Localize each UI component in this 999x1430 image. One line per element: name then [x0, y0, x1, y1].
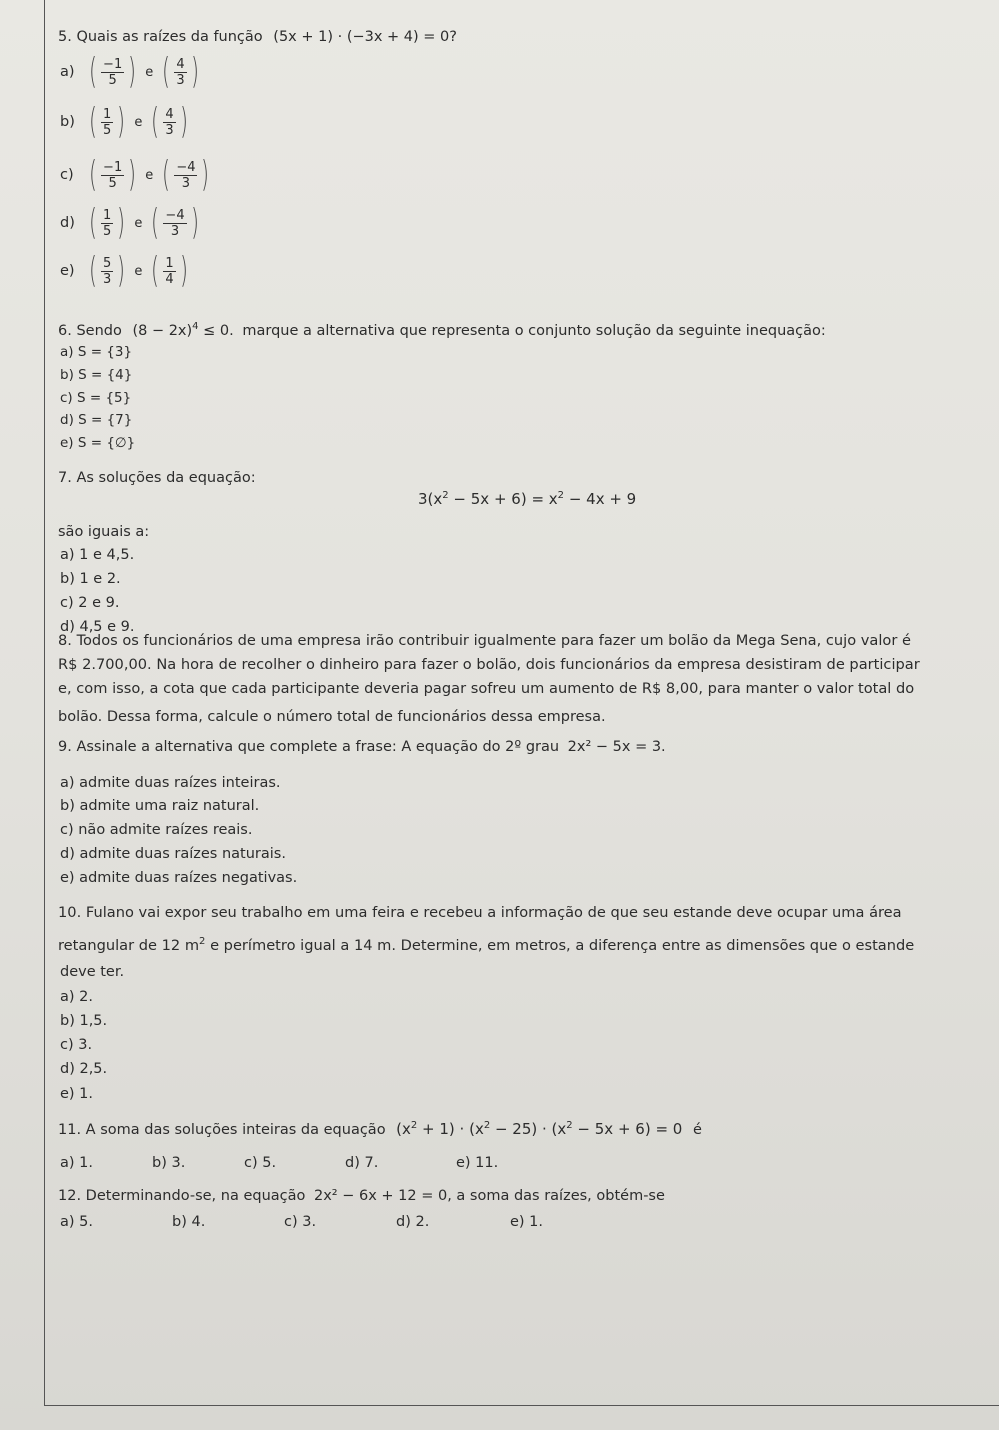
q11-option-e[interactable]: e) 11.	[456, 1155, 499, 1171]
q5-connector: e	[134, 114, 143, 130]
fraction	[101, 208, 113, 239]
numerator: −1	[103, 56, 123, 72]
denominator: 4	[165, 271, 174, 287]
q11-expression	[396, 1120, 682, 1138]
q5-fraction-2	[148, 202, 201, 243]
left-paren: (	[162, 154, 171, 195]
q9-option-d[interactable]: d) admite duas raízes naturais.	[60, 846, 286, 862]
q5-connector: e	[134, 263, 143, 279]
q6-expr-exp: 4	[192, 321, 199, 332]
q11-exp-2: 2	[483, 1120, 491, 1131]
q10-option-a[interactable]: a) 2.	[60, 989, 93, 1005]
q7-option-a[interactable]: a) 1 e 4,5.	[60, 547, 135, 563]
q5-fraction-2	[159, 154, 212, 195]
q7-eq-part-a: 3(x	[418, 490, 443, 508]
denominator: 5	[108, 72, 117, 88]
fraction	[163, 256, 175, 287]
right-paren: )	[117, 101, 126, 142]
denominator: 3	[165, 122, 174, 138]
q9-stem-text: 9. Assinale a alternativa que complete a frase: A equação do 2º grau	[58, 739, 560, 755]
denominator: 5	[103, 122, 112, 138]
q11-exp-3: 2	[566, 1120, 573, 1131]
numerator: 1	[165, 255, 174, 271]
right-paren: )	[128, 51, 137, 92]
q11-stem	[58, 1117, 702, 1139]
numerator: 1	[103, 207, 112, 223]
q9-option-e[interactable]: e) admite duas raízes negativas.	[60, 870, 298, 886]
q6-stem	[58, 318, 826, 340]
q6-option-c[interactable]: c) S = {5}	[60, 390, 132, 406]
q5-fraction-2	[148, 101, 190, 142]
q10-area-value: 12 m	[161, 936, 200, 954]
fraction	[163, 107, 175, 138]
q10-line-3: deve ter.	[60, 964, 125, 980]
q10-option-c[interactable]: c) 3.	[60, 1037, 93, 1053]
left-paren: (	[162, 51, 171, 92]
fraction	[101, 160, 124, 191]
q11-option-b[interactable]: b) 3.	[152, 1155, 186, 1171]
q7-option-b[interactable]: b) 1 e 2.	[60, 571, 121, 587]
right-paren: )	[117, 202, 126, 243]
q5-stem	[58, 28, 457, 46]
q7-option-c[interactable]: c) 2 e 9.	[60, 595, 120, 611]
fraction	[101, 57, 124, 88]
q10-area-exp: 2	[199, 936, 206, 947]
q6-option-a[interactable]: a) S = {3}	[60, 344, 133, 360]
q7-eq-exp-1: 2	[442, 490, 449, 501]
q5-connector: e	[134, 215, 143, 231]
q7-option-d[interactable]: d) 4,5 e 9.	[60, 619, 135, 635]
right-paren: )	[117, 250, 126, 291]
denominator: 3	[170, 223, 180, 239]
numerator: −4	[176, 159, 196, 175]
numerator: 4	[176, 56, 185, 72]
q5-option-c[interactable]	[60, 155, 213, 195]
q6-option-b[interactable]: b) S = {4}	[60, 367, 133, 383]
denominator: 5	[108, 175, 117, 191]
q5-option-b[interactable]	[60, 102, 191, 142]
q5-fraction-1	[86, 250, 128, 291]
q6-stem-text: 6. Sendo	[58, 322, 122, 339]
fraction	[101, 256, 113, 287]
q7-after: são iguais a:	[58, 524, 150, 540]
left-paren: (	[89, 250, 97, 291]
left-paren: (	[89, 154, 97, 195]
numerator: 5	[103, 255, 112, 271]
q5-option-a[interactable]	[60, 52, 202, 92]
q7-equation	[418, 487, 636, 508]
q5-option-label: b)	[60, 114, 75, 130]
q9-option-c[interactable]: c) não admite raízes reais.	[60, 822, 253, 838]
q11-expr-d: − 5x + 6) = 0	[572, 1120, 683, 1138]
q6-expr-base: (8 − 2x)	[132, 322, 193, 339]
q6-option-e[interactable]: e) S = {∅}	[60, 435, 136, 451]
right-paren: )	[179, 101, 188, 142]
left-paren: (	[89, 101, 97, 142]
numerator: 1	[103, 106, 112, 122]
q11-stem-text: 11. A soma das soluções inteiras da equação	[58, 1122, 386, 1138]
q12-stem	[58, 1187, 665, 1205]
denominator: 3	[103, 271, 112, 287]
fraction	[174, 57, 186, 88]
q12-stem-text: 12. Determinando-se, na equação	[58, 1188, 306, 1204]
q5-fraction-2	[148, 250, 190, 291]
right-paren: )	[201, 154, 210, 195]
q12-option-e[interactable]: e) 1.	[510, 1214, 544, 1230]
q10-line-1: 10. Fulano vai expor seu trabalho em uma feira e recebeu a informação de que seu estande deve ocupar uma área	[58, 904, 902, 921]
q9-option-a[interactable]: a) admite duas raízes inteiras.	[60, 775, 281, 791]
q6-expr-rest: ≤ 0.	[198, 322, 234, 339]
q5-fraction-1	[86, 101, 128, 142]
q5-option-label: e)	[60, 263, 75, 279]
q5-fraction-1	[86, 202, 128, 243]
q12-option-b[interactable]: b) 4.	[172, 1214, 206, 1230]
denominator: 3	[181, 175, 191, 191]
right-paren: )	[128, 154, 137, 195]
q5-stem-text: 5. Quais as raízes da função	[58, 29, 263, 45]
q5-option-label: a)	[60, 64, 75, 80]
q12-option-d[interactable]: d) 2.	[396, 1214, 430, 1230]
right-paren: )	[190, 51, 199, 92]
fraction	[101, 107, 113, 138]
numerator: 4	[165, 106, 174, 122]
q11-tail: é	[692, 1122, 702, 1138]
q7-stem: 7. As soluções da equação:	[58, 470, 256, 486]
q12-option-a[interactable]: a) 5.	[60, 1214, 93, 1230]
q5-connector: e	[145, 167, 154, 183]
q6-option-d[interactable]: d) S = {7}	[60, 412, 133, 428]
q12-equation: 2x² − 6x + 12 = 0,	[313, 1188, 452, 1204]
q11-expr-c: − 25) · (x	[490, 1120, 567, 1138]
q5-connector: e	[145, 64, 154, 80]
right-paren: )	[190, 202, 199, 243]
q10-line-2-d: Determine, em metros, a diferença entre as dimensões que o estande	[400, 936, 915, 954]
q11-exp-1: 2	[410, 1120, 418, 1131]
q5-expression: (5x + 1) · (−3x + 4) = 0?	[273, 29, 457, 45]
fraction	[163, 208, 186, 239]
q5-option-d[interactable]	[60, 203, 202, 243]
q10-line-2-a: retangular de	[58, 936, 157, 954]
q7-eq-exp-2: 2	[557, 490, 565, 501]
q5-fraction-1	[86, 154, 139, 195]
numerator: −1	[103, 159, 123, 175]
q5-fraction-1	[86, 51, 139, 92]
q5-option-label: c)	[60, 167, 74, 183]
q8-line-1: 8. Todos os funcionários de uma empresa irão contribuir igualmente para fazer um bolão da Mega Sena, cujo valor é	[58, 632, 911, 649]
q5-option-e[interactable]	[60, 251, 191, 291]
q8-line-3: e, com isso, a cota que cada participante deveria pagar sofreu um aumento de R$ 8,00, para manter o valor total do	[58, 680, 915, 697]
q12-option-c[interactable]: c) 3.	[284, 1214, 317, 1230]
q7-eq-part-c: − 4x + 9	[564, 490, 637, 508]
q10-line-2-b: e perímetro igual a	[210, 936, 350, 954]
q11-option-d[interactable]: d) 7.	[345, 1155, 379, 1171]
q8-line-2: R$ 2.700,00. Na hora de recolher o dinheiro para fazer o bolão, dois funcionários da empresa desistiram de participar	[58, 656, 920, 673]
left-paren: (	[151, 101, 160, 142]
q8-line-4: bolão. Dessa forma, calcule o número total de funcionários dessa empresa.	[58, 709, 606, 725]
denominator: 5	[103, 223, 112, 239]
q5-option-label: d)	[60, 215, 75, 231]
q11-expr-b: + 1) · (x	[417, 1120, 484, 1138]
q11-expr-a: (x	[396, 1120, 411, 1138]
fraction	[174, 160, 197, 191]
left-paren: (	[89, 202, 97, 243]
q10-area	[162, 937, 206, 954]
q6-stem-tail: marque a alternativa que representa o conjunto solução da seguinte inequação:	[242, 322, 826, 339]
denominator: 3	[176, 72, 185, 88]
q10-line-2	[58, 933, 914, 955]
q10-option-e[interactable]: e) 1.	[60, 1086, 94, 1102]
q10-option-d[interactable]: d) 2,5.	[60, 1061, 108, 1077]
left-paren: (	[151, 250, 160, 291]
q5-fraction-2	[159, 51, 201, 92]
q9-stem	[58, 738, 666, 756]
q6-expression	[132, 323, 233, 339]
q11-option-c[interactable]: c) 5.	[244, 1155, 277, 1171]
q10-option-b[interactable]: b) 1,5.	[60, 1013, 108, 1029]
left-paren: (	[151, 202, 160, 243]
q12-tail: a soma das raízes, obtém-se	[456, 1188, 665, 1204]
q9-equation: 2x² − 5x = 3.	[567, 739, 666, 755]
left-paren: (	[89, 51, 97, 92]
numerator: −4	[165, 207, 185, 223]
right-paren: )	[179, 250, 188, 291]
q10-perimeter: 14 m.	[353, 936, 397, 954]
q11-option-a[interactable]: a) 1.	[60, 1155, 93, 1171]
q7-eq-part-b: − 5x + 6) = x	[448, 490, 558, 508]
q9-option-b[interactable]: b) admite uma raiz natural.	[60, 798, 260, 814]
